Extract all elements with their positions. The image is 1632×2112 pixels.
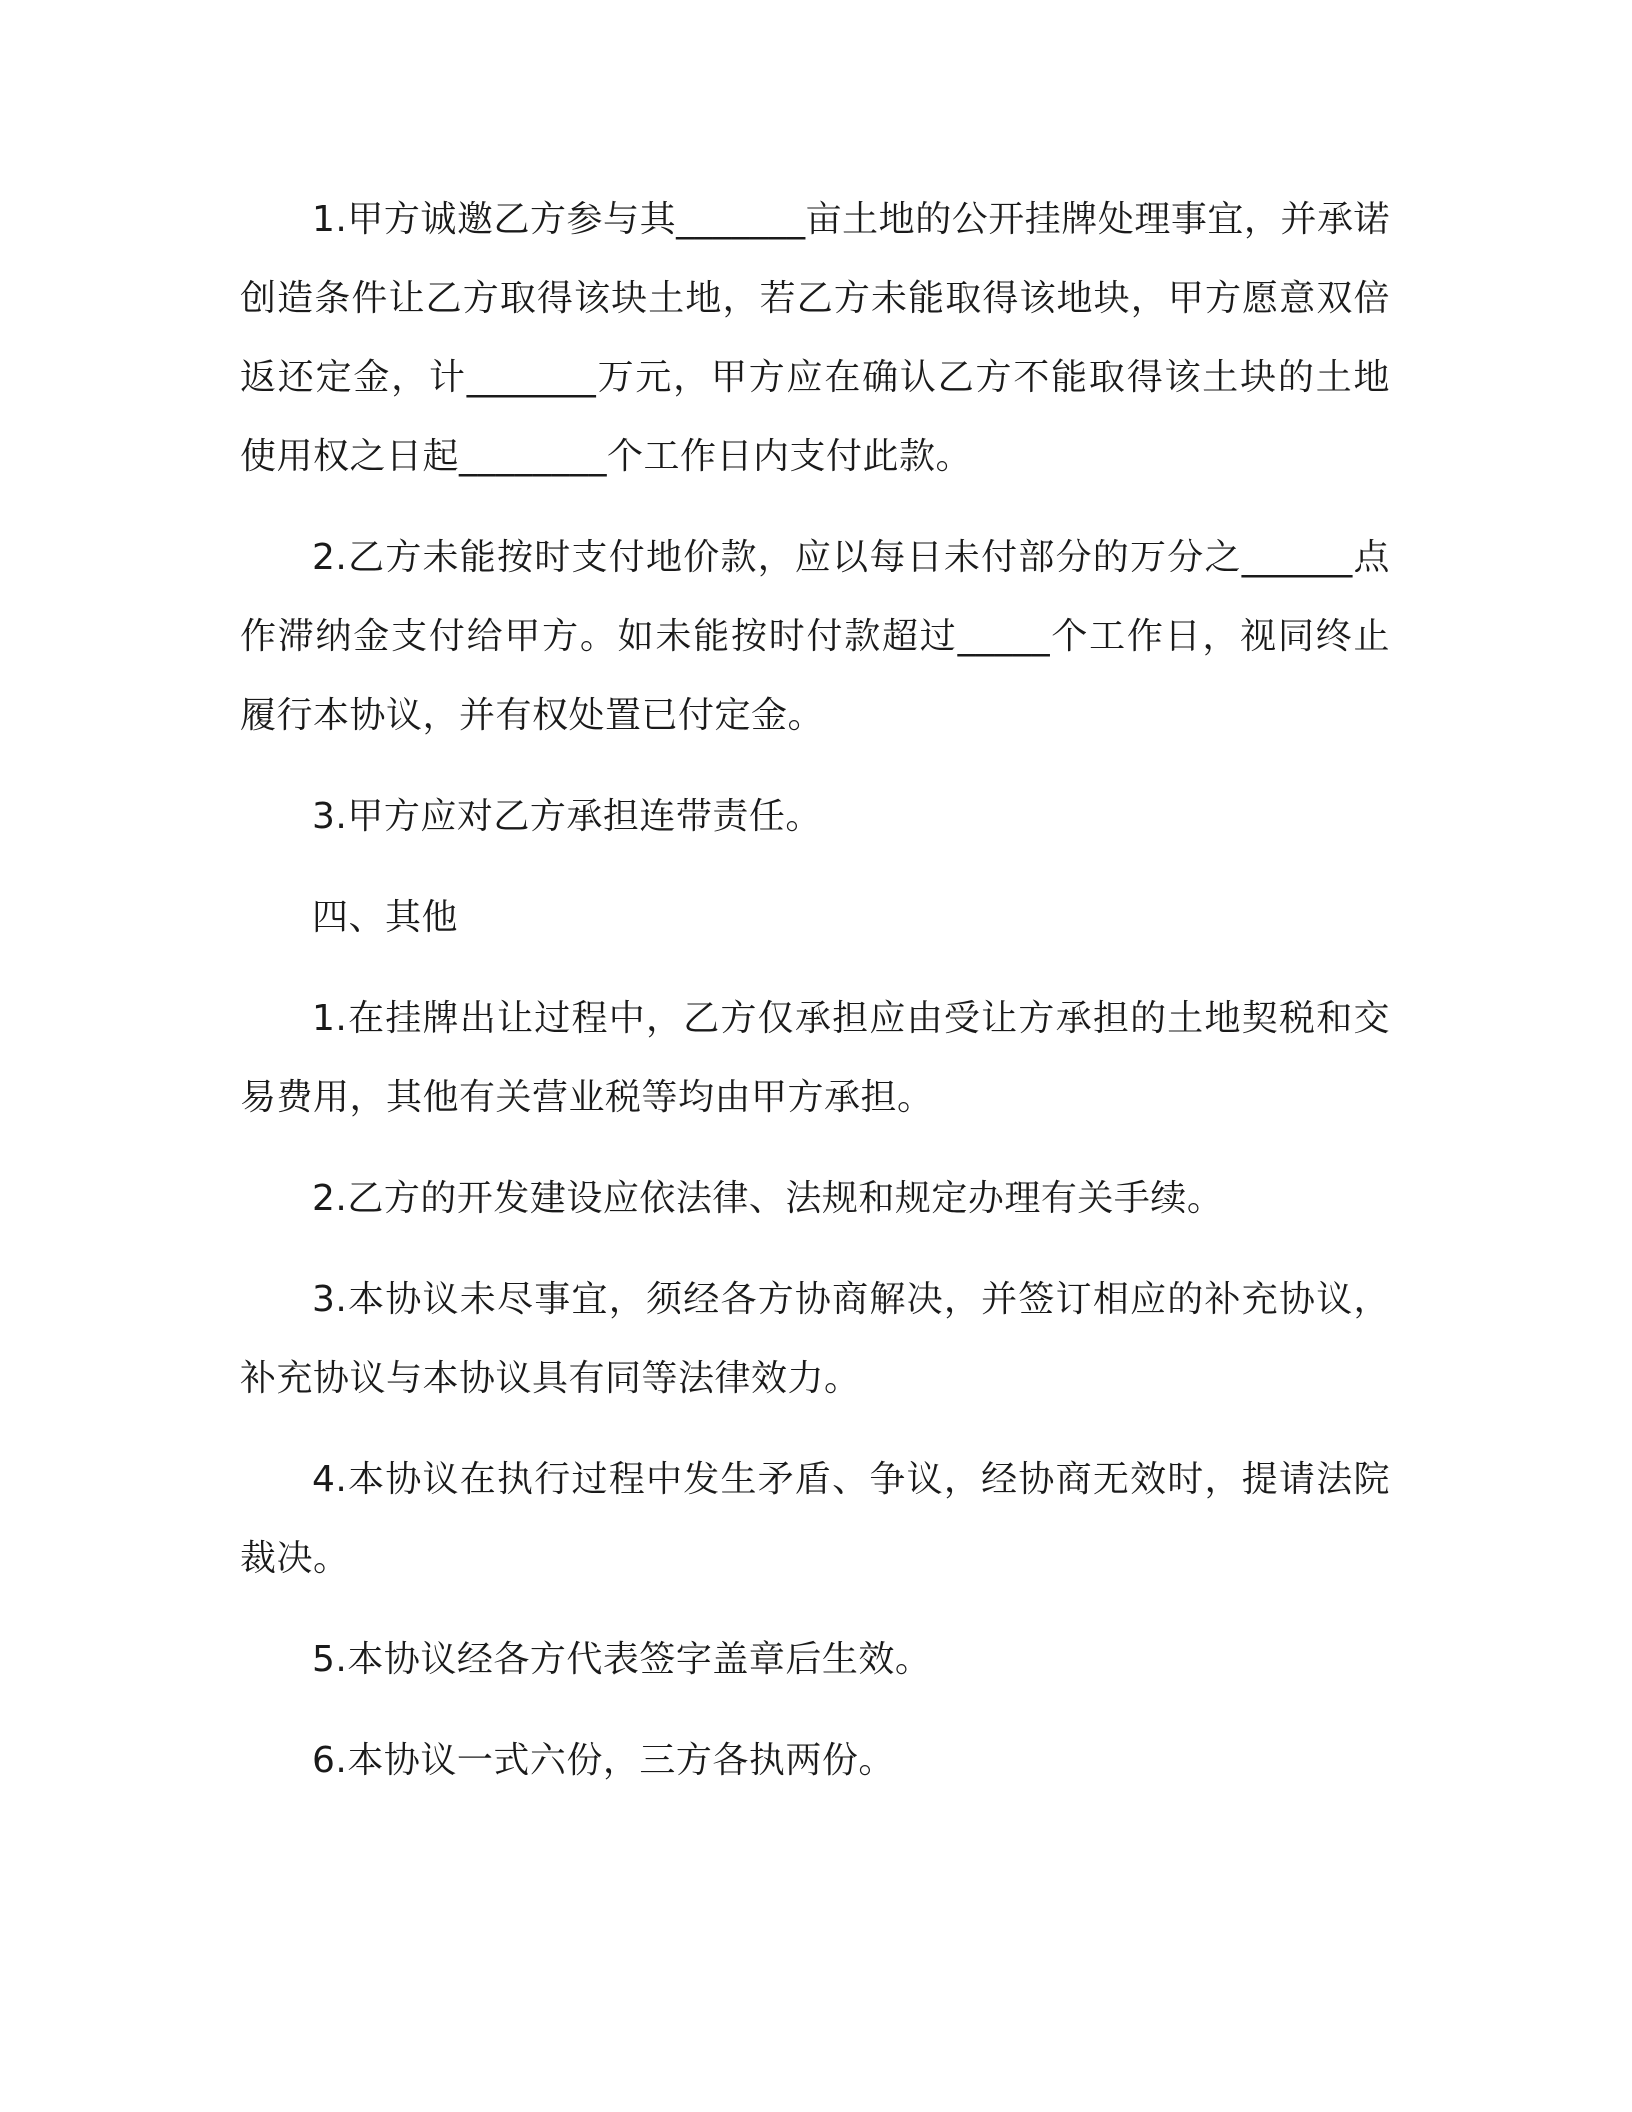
clause-paragraph: 1.在挂牌出让过程中，乙方仅承担应由受让方承担的土地契税和交易费用，其他有关营业税等均由甲方承担。 [240,998,1390,1118]
clause-paragraph: 3.本协议未尽事宜，须经各方协商解决，并签订相应的补充协议，补充协议与本协议具有同等法律效力。 [240,1279,1390,1399]
clause-paragraph: 3.甲方应对乙方承担连带责任。 [312,796,822,837]
section-heading: 四、其他 [312,897,459,938]
clause-paragraph: 2.乙方未能按时支付地价款，应以每日未付部分的万分之______点作滞纳金支付给甲方。如未能按时付款超过_____个工作日，视同终止履行本协议，并有权处置已付定金。 [240,537,1390,736]
clause-paragraph: 1.甲方诚邀乙方参与其_______亩土地的公开挂牌处理事宜，并承诺创造条件让乙方取得该块土地，若乙方未能取得该地块，甲方愿意双倍返还定金，计_______万元，甲方应在确认乙方不能取得该土块的土地使用权之日起________个工作日内支付此款。 [240,199,1390,477]
clause-paragraph: 4.本协议在执行过程中发生矛盾、争议，经协商无效时，提请法院裁决。 [240,1459,1390,1579]
clause-paragraph: 6.本协议一式六份，三方各执两份。 [312,1740,895,1781]
clause-paragraph: 2.乙方的开发建设应依法律、法规和规定办理有关手续。 [312,1178,1224,1219]
document-body [240,180,1390,1822]
clause-paragraph: 5.本协议经各方代表签字盖章后生效。 [312,1639,932,1680]
